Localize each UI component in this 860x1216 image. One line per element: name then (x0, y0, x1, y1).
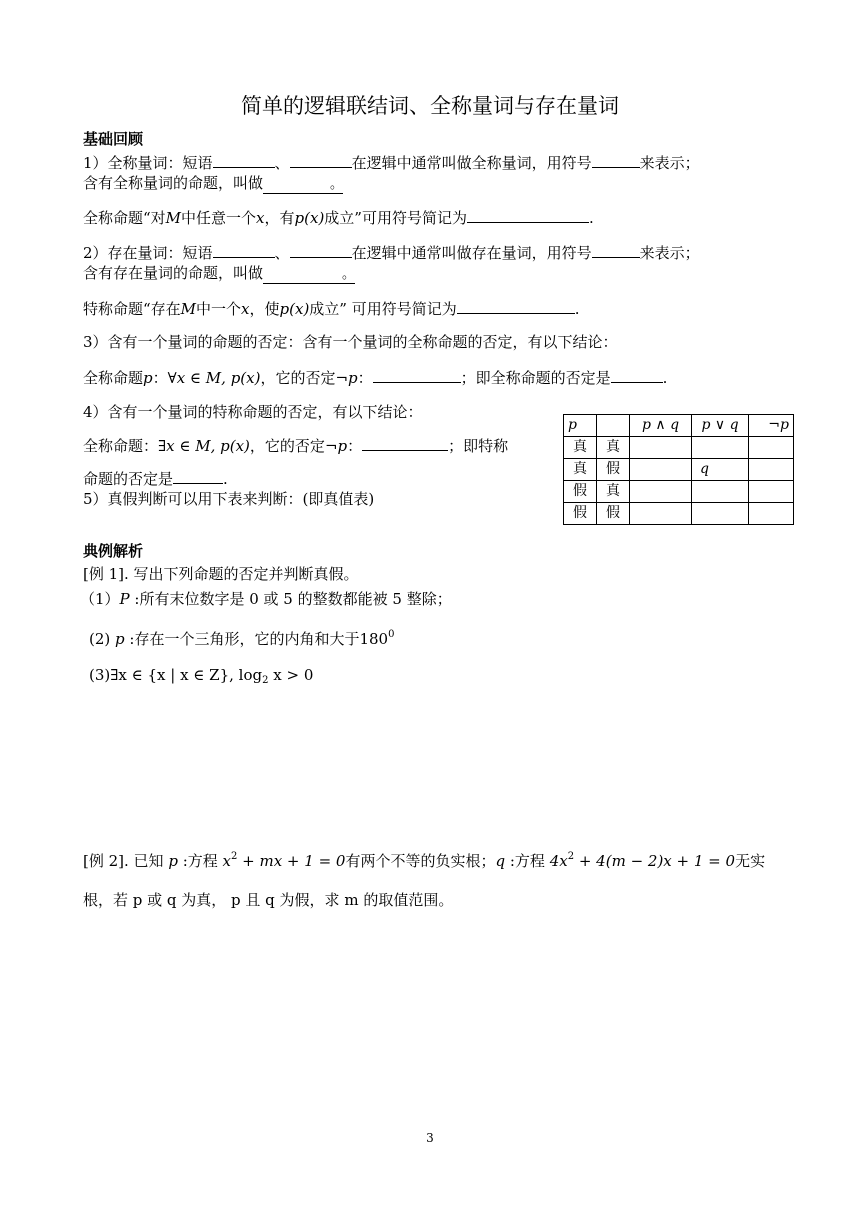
blank-field (592, 151, 640, 168)
item-3-formula-line (83, 366, 667, 388)
text: 、 (274, 244, 290, 262)
page-title: 简单的逻辑联结词、全称量词与存在量词 (241, 94, 619, 118)
math-symbol: P (119, 590, 130, 608)
math-symbol: x (256, 209, 265, 227)
item-2-line-2 (83, 263, 355, 284)
text: 中任意一个 (181, 209, 257, 227)
blank-field (362, 434, 448, 451)
text: 成立” 可用符号简记为 (309, 300, 457, 318)
text: . (588, 209, 594, 227)
table-cell: 真 (597, 437, 630, 459)
math-symbol: M (180, 300, 197, 318)
math-formula: 4x (549, 852, 568, 870)
text: 2）存在量词：短语 (83, 244, 213, 262)
text: 、 (274, 154, 290, 172)
table-cell: 假 (564, 481, 597, 503)
text: ： (152, 369, 168, 387)
table-cell (692, 437, 749, 459)
example-2-line-1 (83, 847, 765, 871)
blank-field (213, 151, 275, 168)
text: 来表示； (639, 154, 700, 172)
text: ，使 (249, 300, 280, 318)
item-4-heading: 4）含有一个量词的特称命题的否定，有以下结论： (83, 403, 423, 421)
table-header-cell: p ∧ q (630, 415, 692, 437)
table-header-cell: ¬p (749, 415, 794, 437)
text: ，有 (264, 209, 295, 227)
superscript: 0 (388, 629, 395, 640)
text: [例 2]. 已知 (83, 852, 169, 870)
math-symbol: p (115, 630, 125, 648)
blank-field (467, 206, 589, 223)
example-1-item-1 (80, 589, 452, 609)
section-heading-examples: 典例解析 (83, 542, 144, 560)
table-header-row (564, 415, 794, 437)
text: 1）全称量词：短语 (83, 154, 213, 172)
table-cell (692, 503, 749, 525)
item-5-line: 5）真假判断可以用下表来判断：(即真值表) (83, 490, 375, 508)
text: 。 (342, 267, 356, 282)
page-number: 3 (426, 1131, 434, 1145)
text: 。 (330, 177, 344, 192)
item-2-line-1 (83, 241, 700, 263)
text: . (662, 369, 668, 387)
blank-field (263, 177, 343, 194)
blank-field (592, 241, 640, 258)
table-cell (749, 481, 794, 503)
table-cell (749, 437, 794, 459)
math-formula: x (222, 852, 231, 870)
table-cell (630, 459, 692, 481)
table-row (564, 459, 794, 481)
text: 有两个不等的负实根； (345, 852, 496, 870)
math-formula: p(x) (294, 209, 325, 227)
universal-proposition-line (83, 206, 594, 228)
text: ： (357, 369, 373, 387)
math-symbol: x (241, 300, 250, 318)
item-3-heading: 3）含有一个量词的命题的否定：含有一个量词的全称命题的否定，有以下结论： (83, 333, 618, 351)
math-symbol: q (495, 852, 506, 870)
blank-field (290, 241, 352, 258)
table-cell (692, 481, 749, 503)
text: （1） (80, 590, 120, 608)
table-cell (630, 503, 692, 525)
item-4-formula-line (83, 434, 508, 456)
math-formula: ∃x ∈ M, p(x) (158, 437, 250, 455)
table-header-cell: p (564, 415, 597, 437)
superscript: 2 (567, 851, 575, 862)
example-1-heading: [例 1]. 写出下列命题的否定并判断真假。 (83, 565, 359, 583)
text: 全称命题 (83, 369, 144, 387)
text: 来表示； (639, 244, 700, 262)
math-formula: + 4(m − 2)x + 1 = 0 (574, 852, 736, 870)
blank-field (263, 267, 355, 284)
math-formula: ¬p (324, 437, 348, 455)
table-row (564, 437, 794, 459)
math-symbol: M (165, 209, 182, 227)
blank-field (373, 366, 461, 383)
table-row (564, 481, 794, 503)
text: :存在一个三角形，它的内角和大于180 (124, 630, 389, 648)
text: 中一个 (196, 300, 242, 318)
blank-field (290, 151, 352, 168)
text: ，它的否定 (249, 437, 325, 455)
text: 全称命题： (83, 437, 159, 455)
table-cell: 真 (597, 481, 630, 503)
text: :方程 (505, 852, 550, 870)
item-4-line-2 (83, 467, 228, 489)
math-symbol: p (143, 369, 153, 387)
table-cell (749, 503, 794, 525)
table-cell: 真 (564, 437, 597, 459)
text: . (223, 470, 228, 488)
text: ，它的否定 (260, 369, 336, 387)
text: 无实 (735, 852, 766, 870)
blank-field (457, 297, 575, 314)
blank-field (213, 241, 275, 258)
table-header-cell (597, 415, 630, 437)
text: (2) (89, 630, 116, 648)
item-1-line-2 (83, 173, 343, 194)
text: 在逻辑中通常叫做存在量词，用符号 (351, 244, 592, 262)
math-formula: x > 0 (268, 666, 314, 684)
table-cell: 假 (597, 459, 630, 481)
text: 全称命题“对 (83, 209, 166, 227)
math-formula: ¬p (335, 369, 358, 387)
math-symbol: p (168, 852, 178, 870)
math-formula: p(x) (279, 300, 310, 318)
example-1-item-2 (89, 625, 394, 649)
blank-field (611, 366, 663, 383)
table-cell (749, 459, 794, 481)
text: :方程 (177, 852, 223, 870)
particular-proposition-line (83, 297, 580, 319)
text: 在逻辑中通常叫做全称量词，用符号 (351, 154, 592, 172)
table-cell (630, 437, 692, 459)
text: 含有存在量词的命题，叫做 (83, 264, 264, 282)
text: ： (347, 437, 363, 455)
item-1-line-1 (83, 151, 700, 173)
table-cell: 假 (564, 503, 597, 525)
superscript: 2 (231, 851, 238, 862)
math-formula: + mx + 1 = 0 (237, 852, 346, 870)
example-1-item-3 (89, 665, 313, 691)
table-cell: q (692, 459, 749, 481)
text: 命题的否定是 (83, 470, 174, 488)
text: :所有末位数字是 0 或 5 的整数都能被 5 整除； (129, 590, 452, 608)
text: 成立”可用符号简记为 (324, 209, 467, 227)
section-heading-review: 基础回顾 (83, 130, 144, 148)
text: 特称命题“存在 (83, 300, 181, 318)
table-header-cell: p ∨ q (692, 415, 749, 437)
example-2-line-2: 根，若 p 或 q 为真， p 且 q 为假，求 m 的取值范围。 (83, 891, 454, 909)
table-cell (630, 481, 692, 503)
table-row (564, 503, 794, 525)
blank-field (173, 467, 223, 484)
table-cell: 真 (564, 459, 597, 481)
math-formula: ∀x ∈ M, p(x) (167, 369, 261, 387)
table-cell: 假 (597, 503, 630, 525)
text: 含有全称量词的命题，叫做 (83, 174, 264, 192)
text: . (574, 300, 580, 318)
subscript: 2 (262, 675, 269, 686)
text: ；即特称 (448, 437, 509, 455)
math-formula: (3)∃x ∈ {x | x ∈ Z}, log (89, 666, 263, 684)
text: ；即全称命题的否定是 (460, 369, 611, 387)
truth-table (563, 414, 794, 525)
